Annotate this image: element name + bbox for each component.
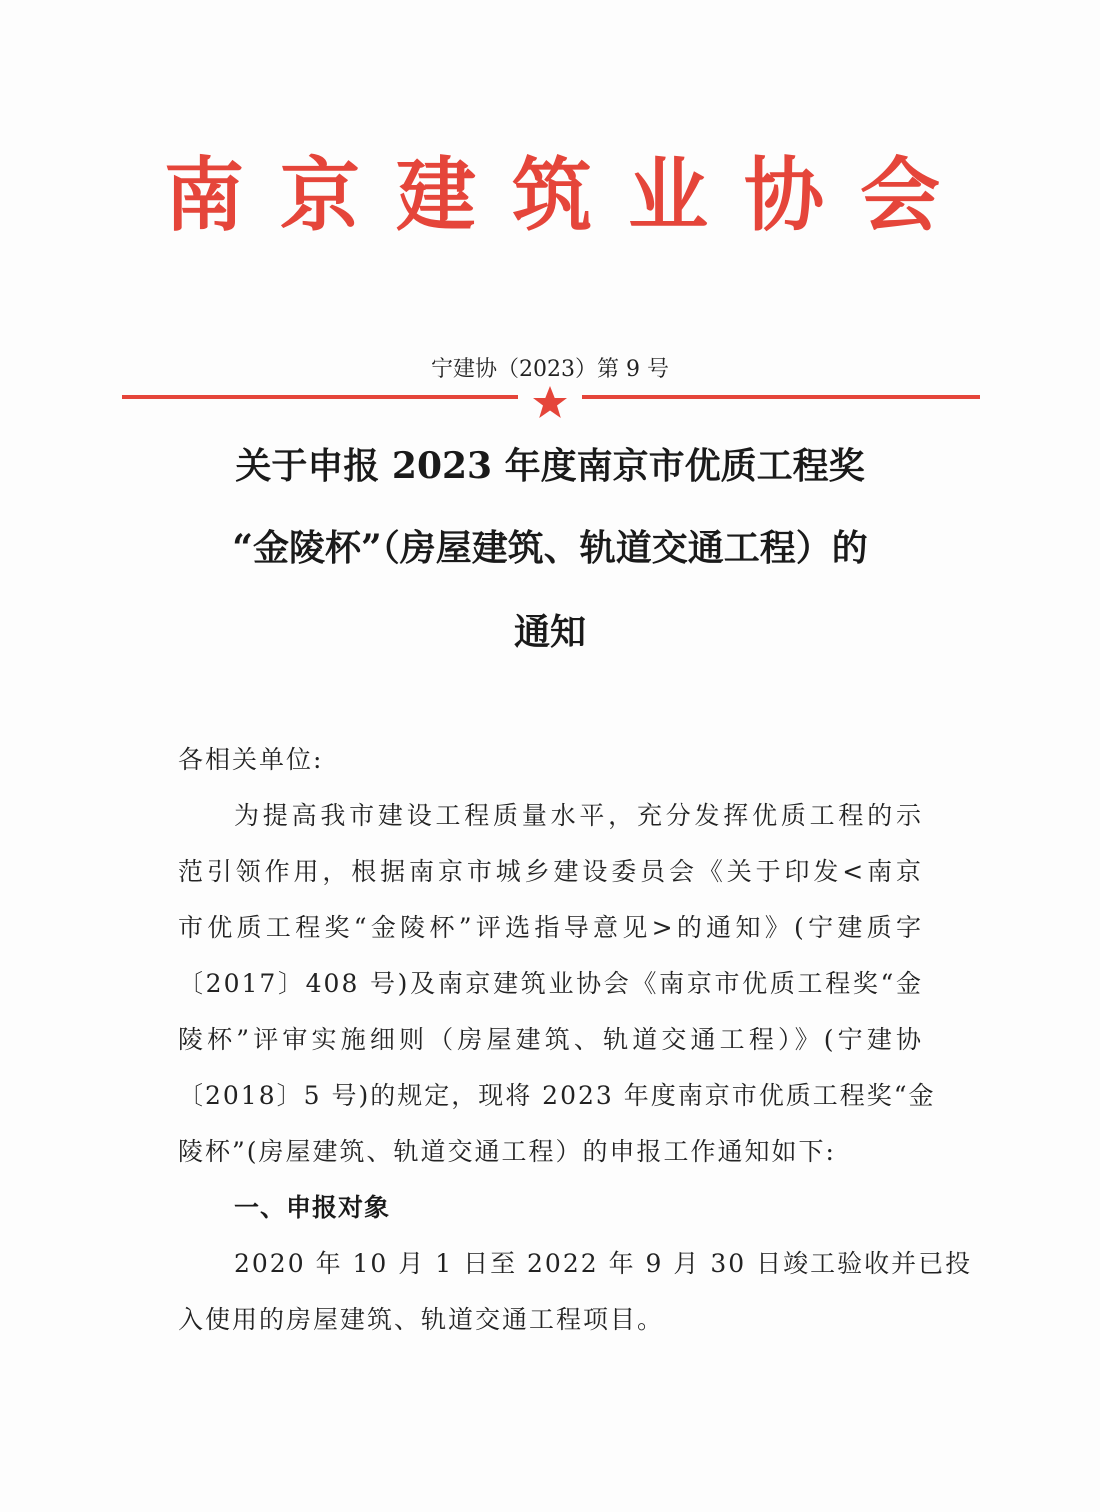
red-star-icon [530, 384, 570, 420]
document-number: 宁建协（2023）第 9 号 [431, 357, 669, 382]
issuing-organization-header: 南京建筑业协会 [164, 148, 976, 242]
paragraph-line: 〔2017〕408 号)及南京建筑业协会《南京市优质工程奖“金 [178, 969, 923, 998]
paragraph-line: 为提高我市建设工程质量水平，充分发挥优质工程的示 [234, 801, 923, 830]
document-title-line-2: “金陵杯”（房屋建筑、轨道交通工程）的 [232, 527, 868, 569]
red-divider-left [122, 395, 518, 399]
paragraph-line: 范引领作用，根据南京市城乡建设委员会《关于印发<南京 [178, 857, 923, 886]
red-divider-right [582, 395, 980, 399]
document-title-line-3: 通知 [513, 611, 586, 653]
section-text-line: 2020 年 10 月 1 日至 2022 年 9 月 30 日竣工验收并已投 [234, 1249, 973, 1278]
salutation: 各相关单位: [178, 745, 324, 774]
section-text-line: 入使用的房屋建筑、轨道交通工程项目。 [178, 1305, 665, 1334]
section-heading: 一、申报对象 [234, 1193, 391, 1222]
document-title-line-1: 关于申报 2023 年度南京市优质工程奖 [235, 445, 865, 487]
paragraph-line: 陵杯”(房屋建筑、轨道交通工程）的申报工作通知如下: [178, 1137, 836, 1166]
paragraph-line: 〔2018〕5 号)的规定，现将 2023 年度南京市优质工程奖“金 [178, 1081, 936, 1110]
paragraph-line: 陵杯”评审实施细则（房屋建筑、轨道交通工程）》(宁建协 [178, 1025, 923, 1054]
paragraph-line: 市优质工程奖“金陵杯”评选指导意见>的通知》(宁建质字 [178, 913, 923, 942]
